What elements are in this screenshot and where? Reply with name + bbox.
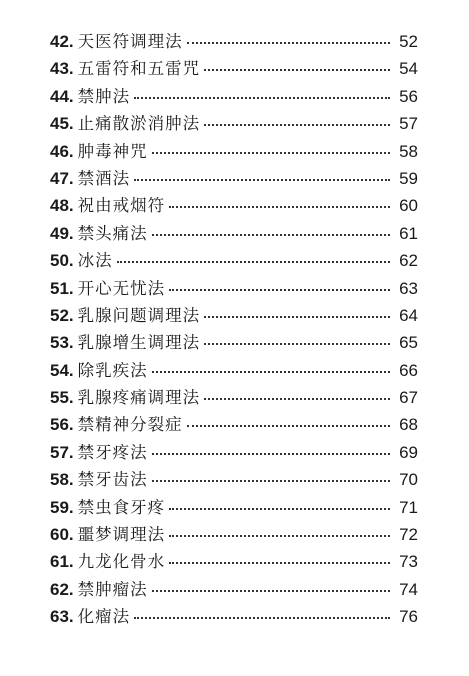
toc-leader-dots (134, 97, 390, 99)
toc-number: 52. (50, 305, 74, 325)
toc-title: 禁酒法 (77, 168, 131, 188)
toc-number: 47. (50, 168, 74, 188)
toc-number: 61. (50, 552, 74, 572)
toc-leader-dots (134, 179, 390, 181)
toc-row (50, 28, 418, 55)
toc-row (50, 521, 418, 548)
toc-leader-dots (152, 371, 390, 373)
toc-leader-dots (152, 590, 390, 592)
toc-page-number: 60 (399, 196, 418, 216)
toc-number: 58. (50, 470, 74, 490)
toc-page-number: 57 (399, 114, 418, 134)
table-of-contents (50, 28, 418, 631)
toc-title: 禁肿瘤法 (77, 579, 148, 599)
toc-title: 开心无忧法 (77, 278, 166, 298)
toc-row (50, 439, 418, 466)
toc-number: 53. (50, 333, 74, 353)
toc-number: 63. (50, 607, 74, 627)
toc-title: 乳腺问题调理法 (77, 305, 201, 325)
toc-number: 56. (50, 415, 74, 435)
toc-row (50, 138, 418, 165)
toc-number: 59. (50, 497, 74, 517)
toc-number: 44. (50, 86, 74, 106)
toc-row (50, 548, 418, 575)
toc-row (50, 603, 418, 630)
toc-title: 乳腺增生调理法 (77, 333, 201, 353)
toc-page-number: 66 (399, 360, 418, 380)
toc-row (50, 576, 418, 603)
toc-row (50, 411, 418, 438)
toc-title: 止痛散淤消肿法 (77, 114, 201, 134)
toc-leader-dots (169, 508, 390, 510)
toc-title: 九龙化骨水 (77, 552, 166, 572)
toc-row (50, 384, 418, 411)
toc-number: 49. (50, 223, 74, 243)
toc-row (50, 165, 418, 192)
toc-page-number: 61 (399, 223, 418, 243)
toc-page-number: 76 (399, 607, 418, 627)
toc-title: 噩梦调理法 (77, 525, 166, 545)
toc-leader-dots (204, 343, 390, 345)
toc-row (50, 494, 418, 521)
toc-row (50, 83, 418, 110)
toc-page-number: 67 (399, 388, 418, 408)
toc-leader-dots (187, 425, 390, 427)
toc-number: 60. (50, 525, 74, 545)
toc-page-number: 62 (399, 251, 418, 271)
toc-number: 46. (50, 141, 74, 161)
toc-page-number: 58 (399, 141, 418, 161)
toc-title: 冰法 (77, 251, 113, 271)
toc-number: 48. (50, 196, 74, 216)
toc-row (50, 302, 418, 329)
toc-row (50, 329, 418, 356)
toc-leader-dots (169, 562, 390, 564)
toc-number: 62. (50, 579, 74, 599)
toc-row (50, 247, 418, 274)
toc-row (50, 357, 418, 384)
toc-row (50, 110, 418, 137)
toc-page-number: 71 (399, 497, 418, 517)
toc-page-number: 69 (399, 442, 418, 462)
toc-page-number: 56 (399, 86, 418, 106)
toc-page-number: 73 (399, 552, 418, 572)
toc-row (50, 275, 418, 302)
toc-number: 43. (50, 59, 74, 79)
toc-title: 禁肿法 (77, 86, 131, 106)
toc-leader-dots (169, 289, 390, 291)
toc-leader-dots (152, 480, 390, 482)
toc-title: 禁虫食牙疼 (77, 497, 166, 517)
toc-leader-dots (169, 535, 390, 537)
toc-leader-dots (204, 124, 390, 126)
toc-leader-dots (204, 69, 390, 71)
toc-title: 除乳疾法 (77, 360, 148, 380)
toc-leader-dots (117, 261, 390, 263)
toc-page-number: 65 (399, 333, 418, 353)
toc-title: 五雷符和五雷咒 (77, 59, 201, 79)
toc-row (50, 55, 418, 82)
toc-title: 乳腺疼痛调理法 (77, 388, 201, 408)
toc-leader-dots (152, 152, 390, 154)
toc-leader-dots (134, 617, 390, 619)
toc-page-number: 70 (399, 470, 418, 490)
toc-page-number: 59 (399, 168, 418, 188)
toc-page-number: 54 (399, 59, 418, 79)
toc-page-number: 68 (399, 415, 418, 435)
toc-number: 50. (50, 251, 74, 271)
toc-number: 42. (50, 32, 74, 51)
toc-page-number: 64 (399, 305, 418, 325)
toc-leader-dots (169, 206, 390, 208)
toc-title: 天医符调理法 (77, 32, 183, 51)
toc-leader-dots (204, 316, 390, 318)
toc-title: 化瘤法 (77, 607, 131, 627)
toc-title: 肿毒神咒 (77, 141, 148, 161)
toc-page-number: 74 (399, 579, 418, 599)
toc-title: 禁精神分裂症 (77, 415, 183, 435)
toc-row (50, 466, 418, 493)
toc-page-number: 52 (399, 32, 418, 51)
toc-title: 禁牙疼法 (77, 442, 148, 462)
toc-leader-dots (152, 453, 390, 455)
toc-row (50, 192, 418, 219)
toc-title: 祝由戒烟符 (77, 196, 166, 216)
toc-number: 57. (50, 442, 74, 462)
toc-number: 51. (50, 278, 74, 298)
toc-leader-dots (204, 398, 390, 400)
toc-number: 54. (50, 360, 74, 380)
toc-title: 禁头痛法 (77, 223, 148, 243)
toc-row (50, 220, 418, 247)
toc-page-number: 72 (399, 525, 418, 545)
toc-number: 45. (50, 114, 74, 134)
toc-number: 55. (50, 388, 74, 408)
toc-page-number: 63 (399, 278, 418, 298)
toc-title: 禁牙齿法 (77, 470, 148, 490)
toc-leader-dots (187, 42, 390, 44)
toc-leader-dots (152, 234, 390, 236)
